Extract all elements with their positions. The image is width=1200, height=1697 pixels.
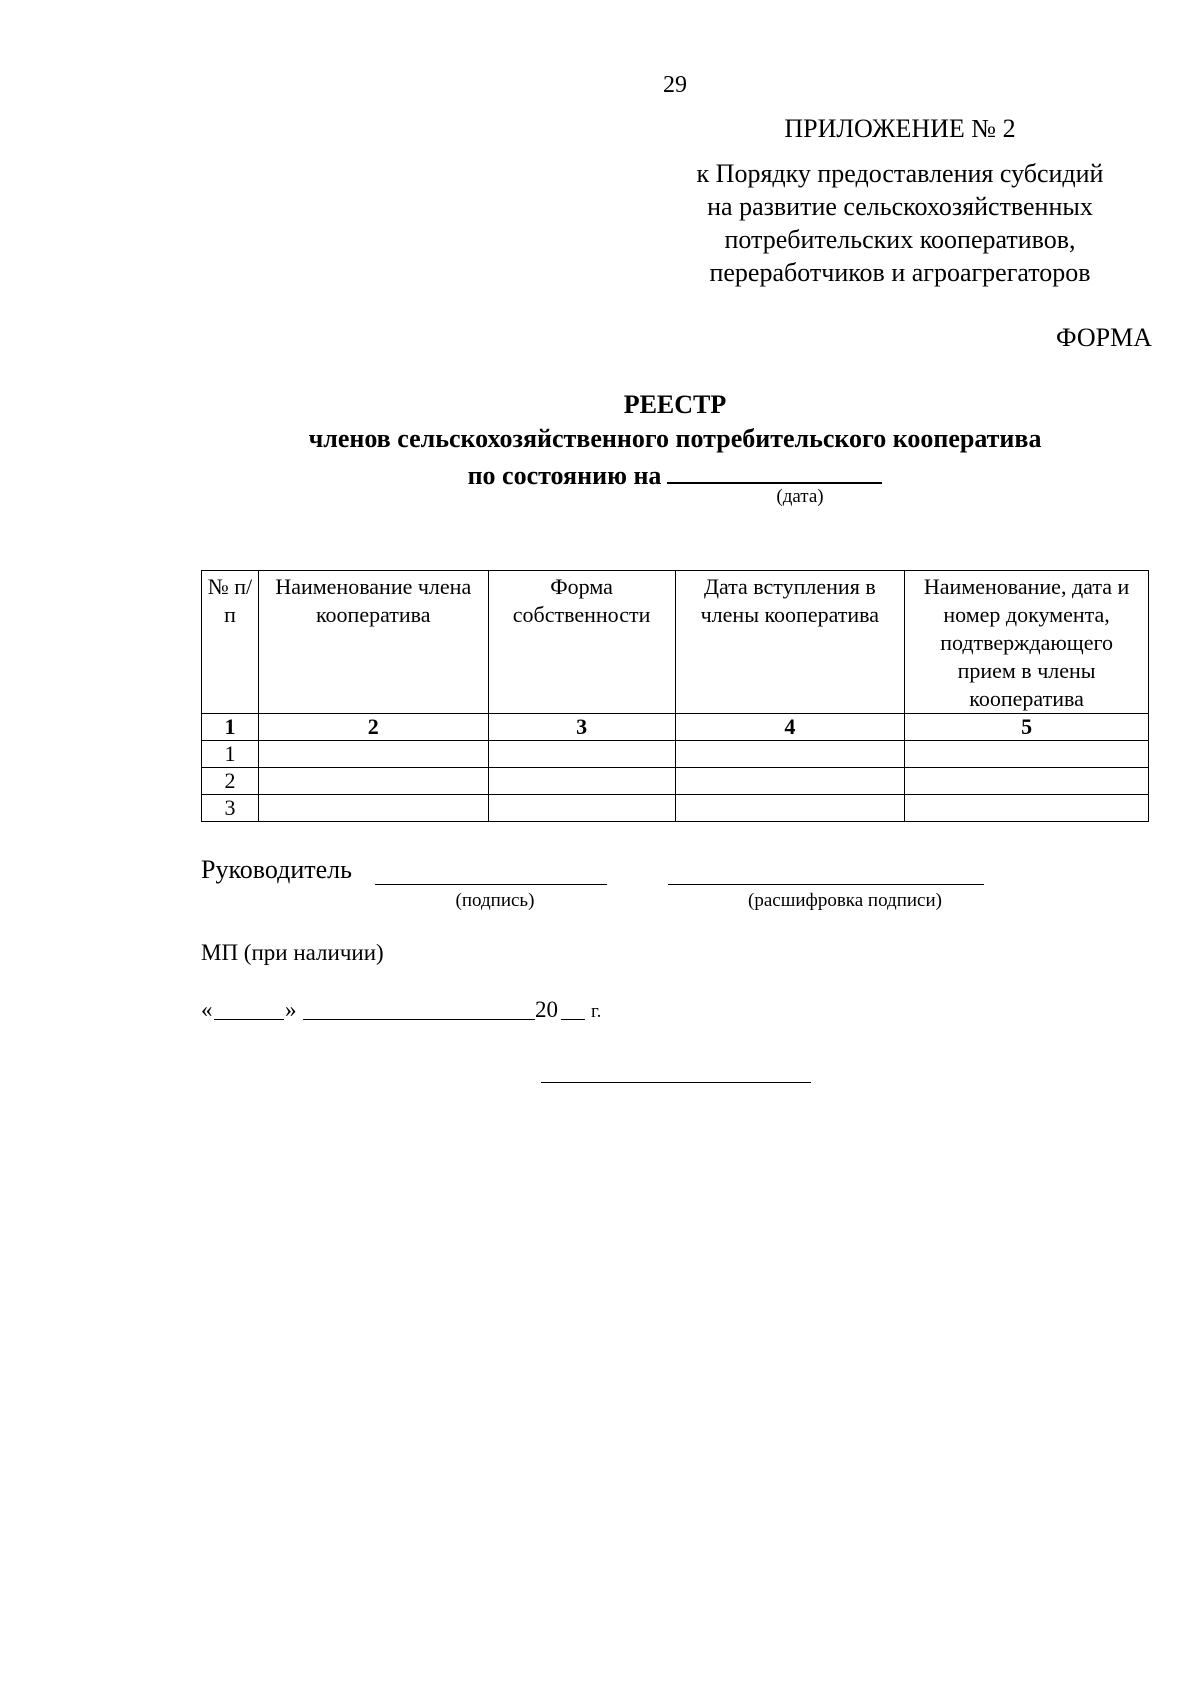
- table-cell[interactable]: [675, 741, 905, 768]
- table-cell[interactable]: [488, 795, 675, 822]
- table-row: [202, 795, 1149, 822]
- year-blank-line[interactable]: [561, 1019, 585, 1020]
- header-cell: № п/п: [202, 571, 259, 714]
- stamp-label: МП (при наличии): [201, 940, 384, 965]
- header-cell: Форма собственности: [488, 571, 675, 714]
- date-hint: (дата): [776, 486, 824, 507]
- column-number: 4: [675, 714, 905, 741]
- appendix-line: к Порядку предоставления субсидий: [696, 159, 1104, 188]
- table-header-row: [202, 571, 1149, 714]
- table-row: [202, 741, 1149, 768]
- header-cell: Дата вступления в члены кооператива: [675, 571, 905, 714]
- row-number: 2: [202, 768, 259, 795]
- appendix-line: переработчиков и агроагрегаторов: [709, 258, 1091, 287]
- signature-blank-line[interactable]: [375, 884, 607, 885]
- table-cell[interactable]: [905, 768, 1149, 795]
- closing-separator-line: [541, 1082, 811, 1083]
- decode-blank-line[interactable]: [668, 884, 984, 885]
- appendix-title: ПРИЛОЖЕНИЕ № 2: [784, 114, 1016, 143]
- table-cell[interactable]: [905, 795, 1149, 822]
- appendix-line: потребительских кооперативов,: [724, 225, 1076, 254]
- appendix-block: [650, 112, 1150, 289]
- signature-hint: (подпись): [455, 890, 535, 911]
- title-line-2: членов сельскохозяйственного потребительского кооператива: [308, 424, 1042, 453]
- table-cell[interactable]: [675, 768, 905, 795]
- page-number: 29: [663, 72, 687, 98]
- table-cell[interactable]: [488, 741, 675, 768]
- column-number: 1: [202, 714, 259, 741]
- table-row: [202, 768, 1149, 795]
- column-number-row: [202, 714, 1149, 741]
- title-line-3: [200, 456, 1150, 493]
- row-number: 1: [202, 741, 259, 768]
- table-cell[interactable]: [905, 741, 1149, 768]
- row-number: 3: [202, 795, 259, 822]
- header-cell: Наименование члена кооператива: [258, 571, 488, 714]
- signing-date: [201, 997, 213, 1023]
- table-cell[interactable]: [258, 795, 488, 822]
- close-quote: »: [285, 997, 297, 1022]
- open-quote: «: [201, 997, 213, 1022]
- year-prefix: 20: [535, 997, 558, 1022]
- document-title: [200, 388, 1150, 493]
- date-blank-line[interactable]: [667, 456, 882, 484]
- table-cell[interactable]: [675, 795, 905, 822]
- signature-label: Руководитель: [201, 855, 352, 884]
- as-of-label: по состоянию на: [467, 461, 662, 490]
- table-cell[interactable]: [258, 768, 488, 795]
- appendix-line: на развитие сельскохозяйственных: [707, 192, 1093, 221]
- day-blank-line[interactable]: [214, 1019, 284, 1020]
- header-cell: Наименование, дата и номер документа, подтверждающего прием в члены кооператива: [905, 571, 1149, 714]
- column-number: 2: [258, 714, 488, 741]
- table-cell[interactable]: [258, 741, 488, 768]
- table-cell[interactable]: [488, 768, 675, 795]
- column-number: 5: [905, 714, 1149, 741]
- column-number: 3: [488, 714, 675, 741]
- year-suffix: г.: [591, 1001, 602, 1022]
- decode-hint: (расшифровка подписи): [748, 890, 942, 911]
- registry-table: [201, 570, 1149, 822]
- form-label: ФОРМА: [1056, 323, 1152, 352]
- month-blank-line[interactable]: [303, 1019, 535, 1020]
- title-line-1: РЕЕСТР: [623, 390, 727, 419]
